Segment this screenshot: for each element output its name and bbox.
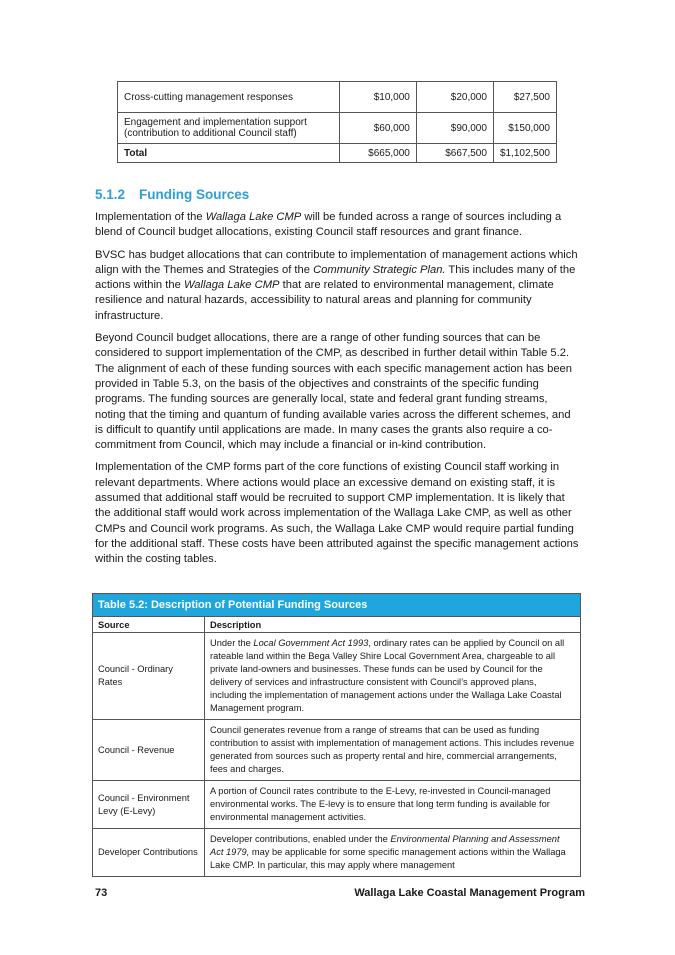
text-run: that are related to environmental management, climate resilience and natural hazards, accessibility to natural areas and planning for community infrastructure. (95, 279, 554, 322)
description-cell (205, 633, 581, 720)
paragraph: Beyond Council budget allocations, there are a range of other funding sources that can be considered to support implementation of the CMP, as described in further detail within Table 5.2. The alignment of each of these funding sources with each specific management action has been provided in Table 5.3, on the basis of the objectives and constraints of the specific funding programs. The funding sources are generally local, state and federal grant funding streams, noting that the timing and quantum of funding available varies across the different schemes, and is difficult to quantify until applications are made. In many cases the grants also require a co-commitment from Council, which may include a financial or in-kind contribution. (95, 332, 573, 452)
table-caption: Table 5.2: Description of Potential Funding Sources (93, 594, 581, 617)
table-row (118, 113, 557, 144)
cost-value: $90,000 (416, 113, 493, 144)
table-row (93, 720, 581, 781)
cost-row-label: Engagement and implementation support (contribution to additional Council staff) (118, 113, 340, 144)
description-cell (205, 829, 581, 877)
body-text (95, 210, 581, 575)
cost-row-label: Cross-cutting management responses (118, 82, 340, 113)
italic-run: Community Strategic Plan. (313, 263, 446, 276)
total-value: $667,500 (416, 144, 493, 163)
text-run: Implementation of the (95, 211, 206, 223)
table-row (93, 781, 581, 829)
page-number: 73 (95, 887, 108, 899)
total-value: $665,000 (339, 144, 416, 163)
text-run: This includes many of the actions within the (95, 263, 576, 292)
cost-value: $150,000 (493, 113, 556, 144)
text-run: will be funded across a range of sources including a blend of Council budget allocations, existing Council staff resources and grant finance. (95, 211, 562, 239)
italic-run: Wallaga Lake CMP (205, 211, 302, 223)
total-label: Total (118, 144, 340, 163)
cost-value: $60,000 (339, 113, 416, 144)
text-run: BVSC has budget allocations that can contribute to implementation of management actions which align with the Themes and Strategies of the (95, 248, 578, 276)
section-title: Funding Sources (139, 187, 250, 202)
text-run: may be applicable for some specific management actions within the Wallaga Lake CMP. In particular, this may apply where management (210, 847, 566, 870)
italic-run: Local Government Act 1993 (253, 638, 369, 648)
cost-value: $20,000 (416, 82, 493, 113)
paragraph (95, 210, 581, 241)
source-cell: Council - Ordinary Rates (93, 633, 205, 720)
description-cell: Council generates revenue from a range of streams that can be used as funding contribution to assist with implementation of management actions. This includes revenue generated from sources such as property rental and hire, commercial arrangements, fees and charges. (205, 720, 581, 781)
table-row (118, 82, 557, 113)
cost-value: $27,500 (493, 82, 556, 113)
funding-sources-table (92, 593, 581, 877)
text-run: Developer contributions, enabled under the (210, 834, 391, 844)
description-cell: A portion of Council rates contribute to the E-Levy, re-invested in Council-managed environmental works. The E-levy is to ensure that long term funding is available for environmental management activities. (205, 781, 581, 829)
cost-value: $10,000 (339, 82, 416, 113)
column-header-source: Source (93, 617, 205, 633)
italic-run: Wallaga Lake CMP (183, 279, 280, 292)
source-cell: Developer Contributions (93, 829, 205, 877)
text-run: , ordinary rates can be applied by Council on all rateable land within the Bega Valley Shire Local Government Area, chargeable to all private land-owners and businesses. These funds can be used by Council for the delivery of services and infrastructure consistent with Council’s approved plans, including the implementation of management actions under the Wallaga Lake Coastal Management program. (210, 638, 565, 713)
total-row (118, 144, 557, 163)
section-number: 5.1.2 (95, 187, 126, 202)
source-cell: Council - Environment Levy (E-Levy) (93, 781, 205, 829)
table-header-row (93, 617, 581, 633)
table-row (93, 633, 581, 720)
paragraph (95, 248, 581, 324)
table-row (93, 829, 581, 877)
section-heading (95, 187, 249, 202)
document-title: Wallaga Lake Coastal Management Program (354, 887, 585, 899)
source-cell: Council - Revenue (93, 720, 205, 781)
text-run: Under the (210, 638, 254, 648)
total-value: $1,102,500 (493, 144, 556, 163)
cost-table (117, 81, 557, 163)
italic-run: Environmental Planning and Assessment Act 1979, (210, 834, 560, 857)
paragraph: Implementation of the CMP forms part of the core functions of existing Council staff working in relevant departments. Where actions would place an excessive demand on existing staff, it is assumed that additional staff would be recruited to support CMP implementation. It is likely that the additional staff would work across implementation of the Wallaga Lake CMP, as well as other CMPs and Council work programs. As such, the Wallaga Lake CMP would require partial funding for the additional staff. These costs have been attributed against the specific management actions within the costing tables. (95, 461, 579, 566)
column-header-description: Description (205, 617, 581, 633)
